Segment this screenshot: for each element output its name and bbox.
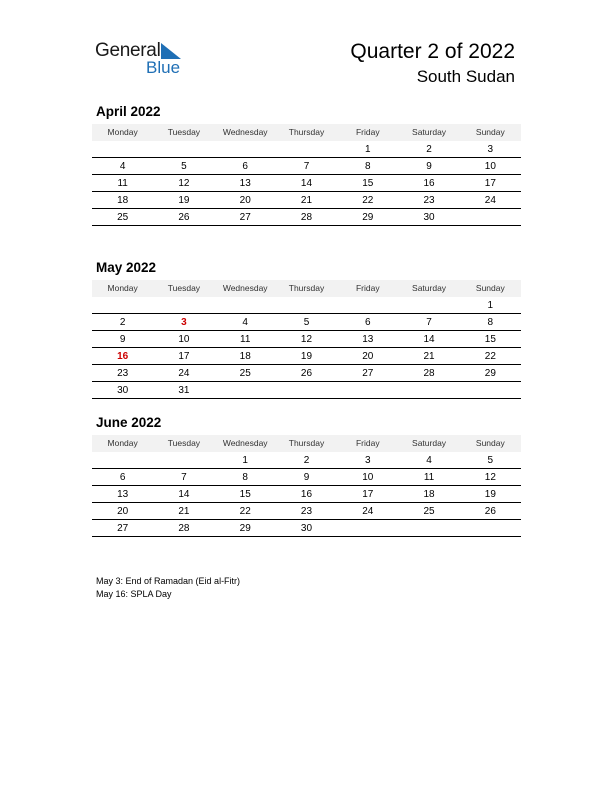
day-cell: 4 (119, 161, 126, 172)
day-cell: 28 (178, 523, 190, 534)
weekday-header-row (92, 124, 521, 141)
day-cell: 29 (239, 523, 251, 534)
month-title: May 2022 (96, 260, 157, 275)
day-cell: 9 (303, 472, 310, 483)
day-cell: 24 (484, 195, 496, 206)
month-calendar (92, 259, 521, 399)
day-cell (460, 520, 521, 536)
day-cell: 5 (181, 161, 187, 172)
weekday-header: Thursday (288, 127, 325, 137)
day-cell: 27 (362, 368, 374, 379)
weekday-header: Thursday (288, 438, 325, 448)
day-cell: 18 (117, 195, 129, 206)
day-cell: 13 (239, 178, 251, 189)
day-cell: 13 (362, 334, 374, 345)
week-row (92, 314, 521, 331)
day-cell: 25 (117, 212, 129, 223)
day-cell: 12 (484, 472, 496, 483)
day-cell: 8 (487, 317, 494, 328)
day-cell: 17 (178, 351, 190, 362)
day-cell: 16 (423, 178, 435, 189)
day-cell: 6 (364, 317, 371, 328)
page-subtitle: South Sudan (416, 67, 515, 86)
month-title: June 2022 (96, 415, 162, 430)
month-title: April 2022 (96, 104, 161, 119)
day-cell: 15 (239, 489, 251, 500)
day-cell (398, 520, 459, 536)
day-cell (398, 382, 459, 398)
day-cell: 14 (178, 489, 190, 500)
weekday-header: Wednesday (222, 438, 268, 448)
day-cell: 30 (300, 523, 313, 534)
week-row (92, 348, 521, 365)
day-cell: 1 (242, 455, 248, 466)
day-cell: 19 (178, 195, 190, 206)
day-cell: 8 (242, 472, 248, 483)
holiday-note: May 3: End of Ramadan (Eid al-Fitr) (96, 576, 241, 586)
day-cell: 27 (117, 523, 129, 534)
week-row (92, 175, 521, 192)
day-cell: 1 (487, 300, 494, 311)
day-cell: 11 (240, 334, 251, 345)
day-cell: 3 (181, 317, 187, 328)
day-cell: 16 (300, 489, 313, 500)
day-cell: 22 (362, 195, 374, 206)
weekday-header: Monday (107, 127, 138, 137)
day-cell: 21 (300, 195, 313, 206)
day-cell: 11 (423, 472, 435, 483)
week-row (92, 520, 521, 537)
day-cell: 3 (487, 144, 494, 155)
day-cell: 30 (117, 385, 129, 396)
day-cell: 10 (178, 334, 190, 345)
day-cell: 23 (117, 368, 129, 379)
day-cell: 17 (484, 178, 496, 189)
day-cell: 2 (426, 144, 432, 155)
month-calendar (92, 414, 521, 537)
week-row (92, 209, 521, 226)
day-cell: 20 (117, 506, 129, 517)
day-cell: 9 (426, 161, 432, 172)
day-cell (153, 452, 214, 468)
day-cell: 25 (239, 368, 251, 379)
week-row (92, 158, 521, 175)
day-cell: 31 (178, 385, 190, 396)
weekday-header-row (92, 280, 521, 297)
day-cell (153, 141, 214, 157)
holiday-notes (96, 575, 240, 601)
week-row (92, 503, 521, 520)
week-row (92, 141, 521, 158)
day-cell: 16 (117, 351, 129, 362)
weekday-header: Wednesday (222, 283, 268, 293)
weekday-header: Tuesday (167, 283, 201, 293)
weekday-header: Monday (107, 283, 138, 293)
day-cell: 5 (487, 455, 494, 466)
logo (95, 40, 195, 80)
week-row (92, 469, 521, 486)
day-cell: 10 (484, 161, 496, 172)
day-cell: 20 (362, 351, 374, 362)
day-cell: 7 (303, 161, 310, 172)
day-cell: 13 (117, 489, 129, 500)
day-cell (398, 297, 459, 313)
day-cell: 15 (362, 178, 374, 189)
day-cell: 24 (362, 506, 374, 517)
day-cell (153, 297, 214, 313)
week-row (92, 365, 521, 382)
day-cell (337, 520, 398, 536)
day-cell (276, 382, 337, 398)
weekday-header: Saturday (412, 438, 447, 448)
day-cell (215, 297, 276, 313)
day-cell: 5 (303, 317, 310, 328)
page-title: Quarter 2 of 2022 (350, 40, 515, 63)
day-cell (92, 297, 153, 313)
day-cell: 24 (178, 368, 190, 379)
day-cell: 26 (484, 506, 496, 517)
day-cell: 26 (300, 368, 313, 379)
day-cell: 29 (362, 212, 374, 223)
day-cell: 17 (362, 489, 374, 500)
day-cell (337, 297, 398, 313)
weekday-header: Saturday (412, 127, 447, 137)
week-row (92, 331, 521, 348)
day-cell (337, 382, 398, 398)
week-row (92, 297, 521, 314)
day-cell (92, 141, 153, 157)
day-cell: 12 (300, 334, 313, 345)
weekday-header: Friday (355, 127, 380, 137)
day-cell: 26 (178, 212, 190, 223)
logo-triangle-icon (161, 43, 181, 59)
weekday-header: Tuesday (167, 127, 201, 137)
day-cell: 2 (119, 317, 126, 328)
day-cell: 7 (426, 317, 432, 328)
day-cell: 1 (364, 144, 371, 155)
day-cell: 22 (484, 351, 496, 362)
day-cell (215, 382, 276, 398)
day-cell: 15 (484, 334, 496, 345)
day-cell: 23 (300, 506, 313, 517)
day-cell: 22 (239, 506, 251, 517)
day-cell: 30 (423, 212, 435, 223)
weekday-header: Tuesday (167, 438, 201, 448)
day-cell: 8 (364, 161, 371, 172)
day-cell: 23 (423, 195, 435, 206)
day-cell: 18 (239, 351, 251, 362)
day-cell: 18 (423, 489, 435, 500)
week-row (92, 382, 521, 399)
day-cell: 9 (119, 334, 126, 345)
month-calendar (92, 103, 521, 226)
day-cell: 25 (423, 506, 435, 517)
weekday-header: Sunday (475, 283, 505, 293)
day-cell (460, 382, 521, 398)
day-cell: 14 (300, 178, 313, 189)
day-cell (460, 209, 521, 225)
weekday-header: Wednesday (222, 127, 268, 137)
day-cell: 3 (364, 455, 371, 466)
day-cell: 4 (242, 317, 248, 328)
day-cell: 12 (178, 178, 190, 189)
logo-blue-text: Blue (146, 58, 181, 77)
day-cell: 10 (362, 472, 374, 483)
weekday-header: Monday (107, 438, 138, 448)
weekday-header: Friday (355, 283, 380, 293)
weekday-header: Sunday (475, 438, 505, 448)
day-cell: 28 (300, 212, 313, 223)
weekday-header: Sunday (475, 127, 505, 137)
day-cell: 6 (119, 472, 126, 483)
holiday-note: May 16: SPLA Day (96, 589, 172, 599)
week-row (92, 192, 521, 209)
week-row (92, 486, 521, 503)
day-cell (276, 141, 337, 157)
day-cell: 28 (423, 368, 435, 379)
day-cell: 11 (117, 178, 128, 189)
day-cell (215, 141, 276, 157)
day-cell: 20 (239, 195, 251, 206)
day-cell (92, 452, 153, 468)
day-cell: 4 (426, 455, 432, 466)
week-row (92, 452, 521, 469)
logo-general-text: General (95, 40, 161, 61)
day-cell: 19 (484, 489, 496, 500)
weekday-header: Saturday (412, 283, 447, 293)
day-cell: 21 (178, 506, 190, 517)
day-cell: 21 (423, 351, 435, 362)
day-cell: 27 (239, 212, 251, 223)
day-cell: 2 (303, 455, 310, 466)
day-cell: 29 (484, 368, 496, 379)
day-cell (276, 297, 337, 313)
day-cell: 6 (242, 161, 248, 172)
weekday-header-row (92, 435, 521, 452)
weekday-header: Friday (355, 438, 380, 448)
day-cell: 14 (423, 334, 435, 345)
day-cell: 7 (181, 472, 187, 483)
weekday-header: Thursday (288, 283, 325, 293)
day-cell: 19 (300, 351, 313, 362)
